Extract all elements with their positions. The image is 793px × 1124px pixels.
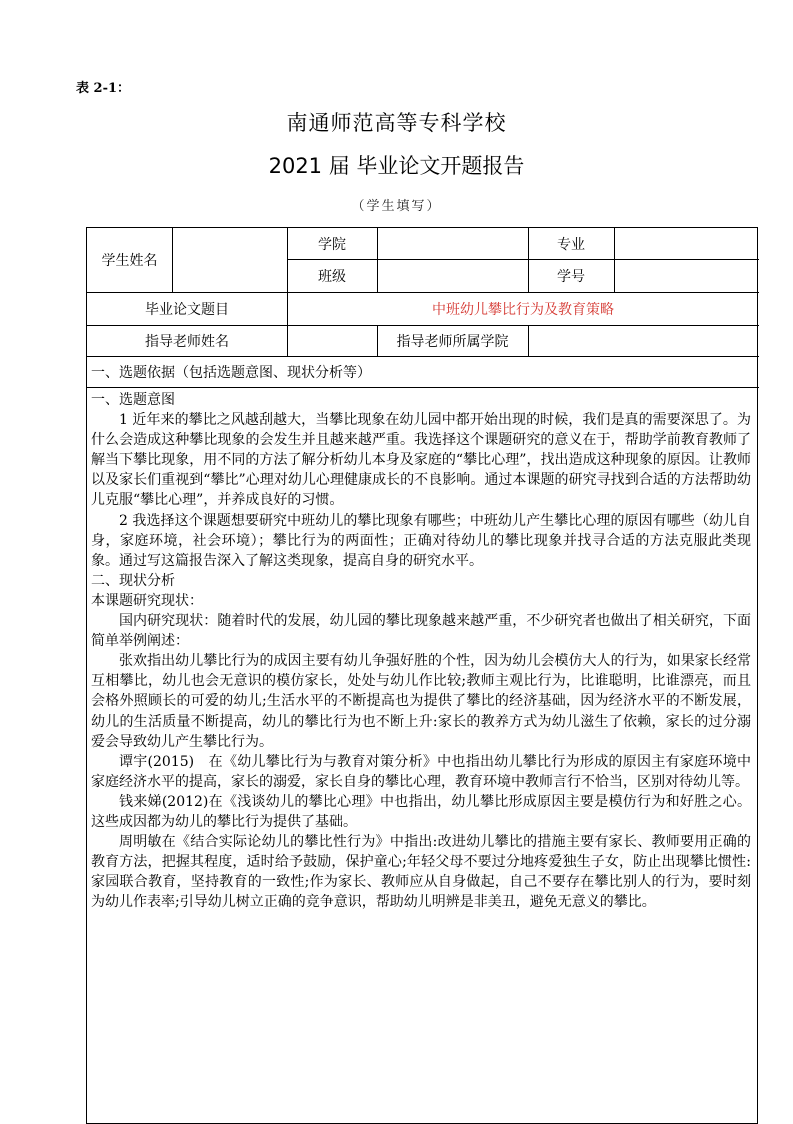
section1-heading: 一、选题依据（包括选题意图、现状分析等）	[91, 365, 371, 381]
proposal-form	[86, 227, 758, 1124]
major-value[interactable]	[614, 228, 759, 259]
paragraph-label: 本课题研究现状：	[91, 592, 203, 609]
paragraph: 钱来娣(2012)在《浅谈幼儿的攀比心理》中也指出，幼儿攀比形成原因主要是模仿行为和好胜之心。这些成因都为幼儿的攀比行为提供了基础。	[91, 793, 751, 830]
student-id-value[interactable]	[614, 259, 759, 292]
advisor-name-label: 指导老师姓名	[145, 333, 229, 350]
major-label: 专业	[557, 236, 585, 253]
student-id-label: 学号	[557, 268, 585, 285]
paragraph: 1 近年来的攀比之风越刮越大，当攀比现象在幼儿园中都开始出现的时候，我们是真的需要深思了。为什么会造成这种攀比现象的会发生并且越来越严重。我选择这个课题研究的意义在于，帮助学前教育教师了解当下攀比现象，用不同的方法了解分析幼儿本身及家庭的“攀比心理”，找出造成这种现象的原因。让教师以及家长们重视到“攀比”心理对幼儿心理健康成长的不良影响。通过本课题的研究寻找到合适的方法帮助幼儿克服“攀比心理”，并养成良好的习惯。	[91, 412, 751, 509]
paragraph: 2 我选择这个课题想要研究中班幼儿的攀比现象有哪些；中班幼儿产生攀比心理的原因有哪些（幼儿自身，家庭环境，社会环境）；攀比行为的两面性；正确对待幼儿的攀比现象并找寻合适的方法克服此类现象。通过写这篇报告深入了解这类现象，提高自身的研究水平。	[91, 512, 751, 569]
table-label: 表 2-1：	[76, 81, 131, 96]
advisor-college-label: 指导老师所属学院	[396, 333, 509, 350]
advisor-college-value[interactable]	[528, 325, 759, 356]
thesis-topic-value: 中班幼儿攀比行为及教育策略	[432, 301, 614, 318]
subtitle: （学生填写）	[351, 199, 442, 214]
paragraph: 国内研究现状：随着时代的发展，幼儿园的攀比现象越来越严重，不少研究者也做出了相关研究，下面简单举例阐述：	[91, 613, 751, 650]
college-value[interactable]	[377, 228, 528, 259]
section1-content	[91, 390, 751, 912]
school-name: 南通师范高等专科学校	[286, 111, 507, 135]
student-name-label: 学生姓名	[101, 253, 158, 269]
thesis-topic-label: 毕业论文题目	[145, 301, 229, 318]
paragraph: 张欢指出幼儿攀比行为的成因主要有幼儿争强好胜的个性，因为幼儿会模仿大人的行为，如果家长经常互相攀比，幼儿也会无意识的模仿家长，处处与幼儿作比较;教师主观比行为，比谁聪明，比谁漂亮，而且会格外照顾长的可爱的幼儿;生活水平的不断提高也为提供了攀比的经济基础，因为经济水平的不断发展，幼儿的生活质量不断提高，幼儿的攀比行为也不断上升:家长的教养方式为幼儿滋生了依赖，家长的过分溺爱会导致幼儿产生攀比行为。	[91, 653, 751, 750]
class-value[interactable]	[377, 259, 528, 292]
advisor-name-value[interactable]	[287, 325, 377, 356]
subheading-status: 二、现状分析	[91, 572, 175, 589]
subheading-intent: 一、选题意图	[91, 392, 175, 408]
paragraph: 周明敏在《结合实际论幼儿的攀比性行为》中指出:改进幼儿攀比的措施主要有家长、教师要用正确的教育方法，把握其程度，适时给予鼓励，保护童心;年轻父母不要过分地疼爱独生子女，防止出现攀比惯性:家园联合教育，坚持教育的一致性;作为家长、教师应从自身做起，自己不要存在攀比别人的行为，要时刻为幼儿作表率;引导幼儿树立正确的竞争意识，帮助幼儿明辨是非美丑，避免无意义的攀比。	[91, 834, 751, 911]
class-label: 班级	[318, 268, 346, 285]
college-label: 学院	[318, 236, 346, 253]
paragraph: 谭宇(2015) 在《幼儿攀比行为与教育对策分析》中也指出幼儿攀比行为形成的原因主有家庭环境中家庭经济水平的提高，家长的溺爱，家长自身的攀比心理，教育环境中教师言行不恰当，区别对待幼儿等。	[91, 753, 751, 790]
report-title: 2021 届 毕业论文开题报告	[268, 154, 525, 178]
student-name-value[interactable]	[172, 228, 287, 292]
